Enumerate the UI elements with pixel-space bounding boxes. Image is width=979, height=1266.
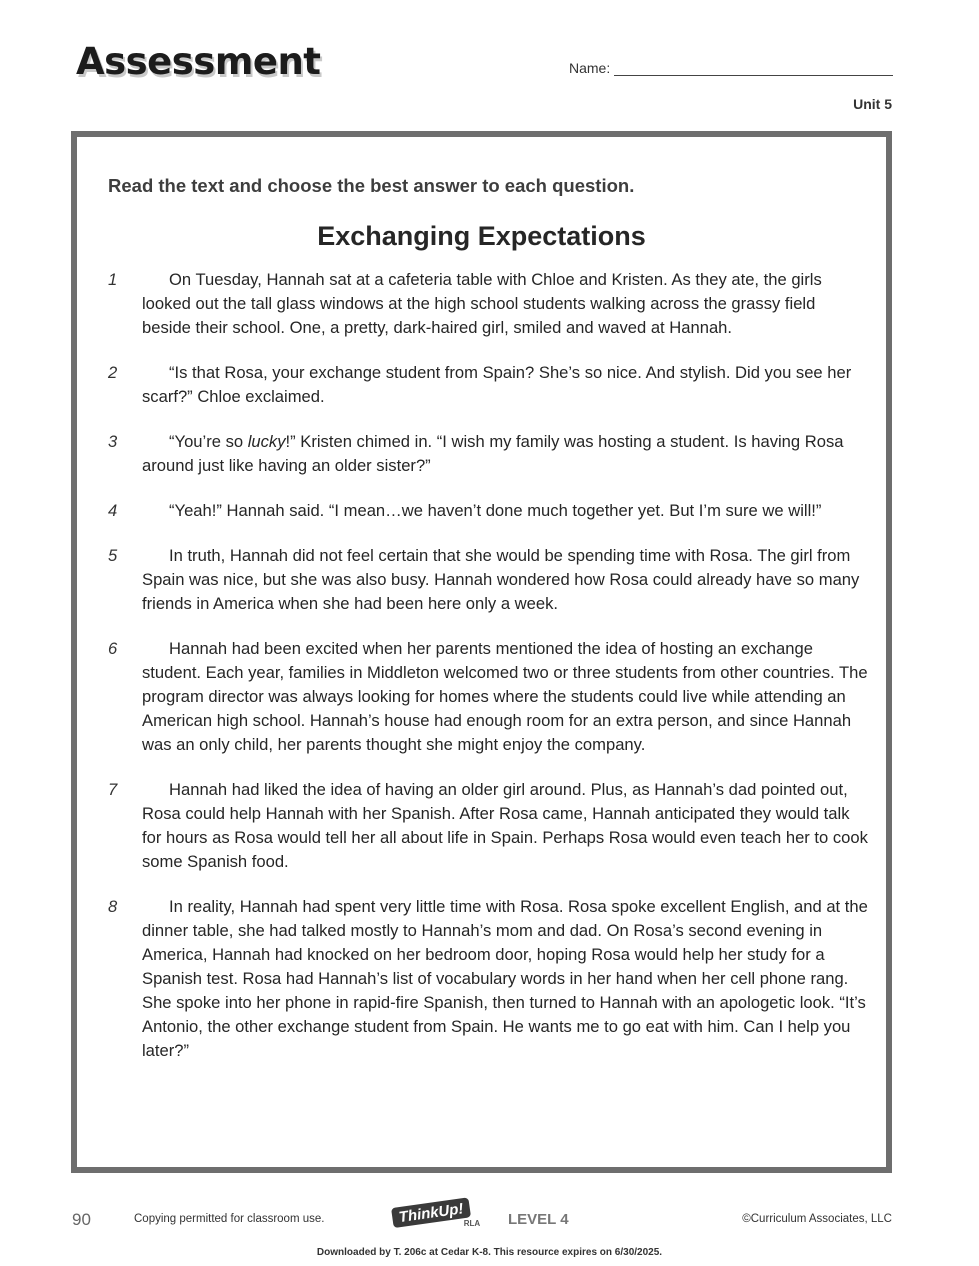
name-label: Name: [569,60,611,76]
paragraph-text-part: !” Kristen chimed in. “I wish my family was hosting a student. Is having Rosa around just like having an older sister?” [142,432,844,475]
paragraph [108,268,868,340]
page-title: Assessment [76,40,321,83]
paragraph [108,778,868,874]
paragraph-text [142,430,868,478]
publisher: ©Curriculum Associates, LLC [742,1213,892,1225]
emphasis-word: lucky [247,432,286,451]
name-line [614,61,893,76]
paragraph [108,499,868,523]
paragraph-list [108,268,868,1084]
paragraph-text: Hannah had been excited when her parents mentioned the idea of hosting an exchange student. Each year, families in Middleton welcomed two or three students from other countries. The program director was always looking for homes where the students could live while attending an American high school. Hannah’s house had enough room for an extra person, and since Hannah was an only child, her parents thought she might enjoy the company. [142,639,868,754]
paragraph-number: 7 [108,780,118,799]
paragraph-text: On Tuesday, Hannah sat at a cafeteria table with Chloe and Kristen. As they ate, the girls looked out the tall glass windows at the high school students walking across the grassy field beside their school. One, a pretty, dark-haired girl, smiled and waved at Hannah. [142,270,822,337]
thinkup-logo [390,1196,482,1228]
paragraph-number: 5 [108,546,118,565]
logo-subtext: RLA [463,1219,481,1228]
paragraph-number: 8 [108,897,118,916]
name-field [569,60,893,76]
paragraph-text: “Yeah!” Hannah said. “I mean…we haven’t done much together yet. But I’m sure we will!” [169,501,822,520]
instructions: Read the text and choose the best answer to each question. [108,175,635,196]
paragraph-number: 4 [108,501,118,520]
paragraph-text-part: “You’re so [169,432,248,451]
paragraph-text: Hannah had liked the idea of having an older girl around. Plus, as Hannah’s dad pointed out, Rosa could help Hannah with her Spanish. After Rosa came, Hannah anticipated they would talk for hours as Rosa would tell her all about life in Spain. Perhaps Rosa would even teach her to cook some Spanish food. [142,780,868,871]
unit-label: Unit 5 [853,96,892,112]
paragraph-number: 1 [108,270,118,289]
page-number: 90 [72,1210,91,1229]
copy-notice: Copying permitted for classroom use. [134,1213,325,1225]
paragraph-number: 6 [108,639,118,658]
paragraph [108,361,868,409]
level-label: LEVEL 4 [508,1211,569,1228]
logo-text: ThinkUp! [397,1200,465,1227]
paragraph-number: 3 [108,432,118,451]
paragraph-text: “Is that Rosa, your exchange student from Spain? She’s so nice. And stylish. Did you see her scarf?” Chloe exclaimed. [142,363,852,406]
paragraph [108,544,868,616]
paragraph [108,637,868,757]
download-note: Downloaded by T. 206c at Cedar K-8. This resource expires on 6/30/2025. [316,1247,663,1258]
paragraph-text: In truth, Hannah did not feel certain that she would be spending time with Rosa. The girl from Spain was nice, but she was also busy. Hannah wondered how Rosa could already have so many friends in America when she had been here only a week. [142,546,860,613]
paragraph-text: In reality, Hannah had spent very little time with Rosa. Rosa spoke excellent English, and at the dinner table, she had talked mostly to Hannah’s mom and dad. On Rosa’s second evening in America, Hannah had knocked on her bedroom door, hoping Rosa would help her study for a Spanish test. Rosa had Hannah’s list of vocabulary words in her hand when her cell phone rang. She spoke into her phone in rapid-fire Spanish, then turned to Hannah with an apologetic look. “It’s Antonio, the other exchange student from Spain. He wants me to go eat with him. Can I help you later?” [142,897,868,1060]
passage-frame [71,131,892,1173]
paragraph [108,430,868,478]
paragraph [108,895,868,1063]
paragraph-number: 2 [108,363,118,382]
passage-title: Exchanging Expectations [317,221,646,251]
